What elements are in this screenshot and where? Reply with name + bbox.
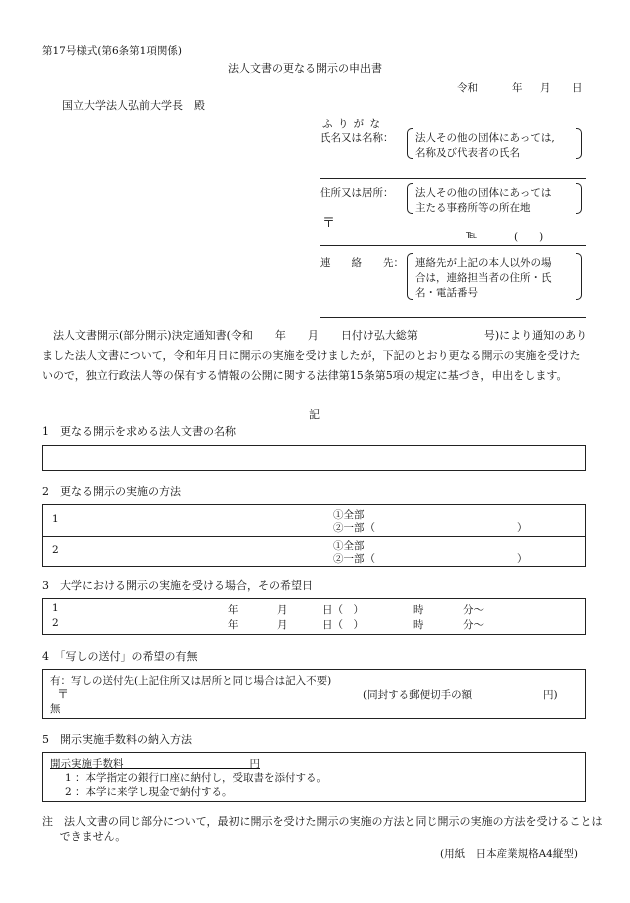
- section3-heading: 3 大学における開示の実施を受ける場合，その希望日: [42, 579, 313, 592]
- section4-stamp-note: (同封する郵便切手の額: [363, 689, 473, 701]
- section2-row1-close: ）: [517, 522, 528, 534]
- form-number: 第17号様式(第6条第1項関係): [42, 45, 182, 57]
- section4-box: [42, 669, 586, 719]
- name-bracket-right: [576, 128, 582, 159]
- name-note-1: 法人その他の団体にあっては,: [415, 132, 555, 144]
- section1-heading: 1 更なる開示を求める法人文書の名称: [42, 425, 236, 438]
- section3-row2-month: 月: [277, 619, 288, 631]
- date-reiwa: 令和: [457, 82, 478, 94]
- contact-bracket-right: [576, 253, 582, 300]
- address-label: 住所又は居所：: [320, 187, 394, 199]
- tel-paren: ( ): [514, 231, 544, 243]
- section3-row2-minute: 分～: [463, 619, 484, 631]
- postal-mark: 〒: [322, 216, 336, 231]
- section2-row2-opt-all[interactable]: ①全部: [333, 540, 365, 552]
- addressee: 国立大学法人弘前大学長 殿: [62, 99, 205, 112]
- section3-row1-day: 日（ ）: [322, 604, 364, 616]
- name-note-2: 名称及び代表者の氏名: [415, 147, 520, 159]
- furigana-label: ふ り が な: [322, 118, 382, 130]
- paper-size-note: (用紙 日本産業規格A4縦型): [440, 848, 578, 860]
- section5-method-2[interactable]: 2 ：本学に来学し現金で納付する。: [65, 786, 233, 798]
- date-year-label: 年: [512, 82, 523, 94]
- contact-bracket-left: [407, 253, 413, 300]
- section2-row1-opt-all[interactable]: ①全部: [333, 509, 365, 521]
- section3-row2-hour: 時: [413, 619, 424, 631]
- name-bracket-left: [407, 128, 413, 159]
- section3-row1-month: 月: [277, 604, 288, 616]
- request-paragraph: 法人文書開示(部分開示)決定通知書(令和 年 月 日付け弘大総第 号)により通知のありました法人文書について，令和年月日に開示の実施を受けましたが，下記のとおり更なる開示の実施を受けたいので，独立行政法人等の保有する情報の公開に関する法律第15条第5項の規定に基づき，申出をします。: [42, 329, 588, 382]
- date-month-label: 月: [540, 82, 551, 94]
- section1-document-name-field[interactable]: [42, 445, 586, 471]
- footer-note: 注 法人文書の同じ部分について，最初に開示を受けた開示の実施の方法と同じ開示の実施の方法を受けることはできません。: [42, 815, 603, 843]
- section3-row2-year: 年: [228, 619, 239, 631]
- section4-no-line[interactable]: 無: [50, 703, 61, 715]
- contact-field-line[interactable]: [320, 317, 586, 318]
- name-label: 氏名又は名称：: [320, 132, 394, 144]
- section3-row1-hour: 時: [413, 604, 424, 616]
- section2-row1-opt-part[interactable]: ②一部（: [333, 522, 375, 534]
- section3-row1-year: 年: [228, 604, 239, 616]
- section3-row1-minute: 分～: [463, 604, 484, 616]
- section2-table: [42, 504, 586, 567]
- section4-postal-mark: 〒: [57, 687, 70, 701]
- section3-row2-day: 日（ ）: [322, 619, 364, 631]
- section3-table: [42, 598, 586, 635]
- address-bracket-right: [576, 183, 582, 214]
- section4-yen: 円): [543, 689, 558, 701]
- section2-row-divider: [43, 536, 585, 537]
- section3-row1-num: 1: [52, 602, 59, 614]
- section3-row2-num: 2: [52, 617, 59, 629]
- name-field-line[interactable]: [320, 178, 586, 179]
- section4-heading: 4 「写しの送付」の希望の有無: [42, 650, 198, 663]
- section2-heading: 2 更なる開示の実施の方法: [42, 485, 181, 498]
- page-title: 法人文書の更なる開示の申出書: [228, 62, 382, 75]
- date-day-label: 日: [572, 82, 583, 94]
- contact-note-1: 連絡先が上記の本人以外の場: [415, 257, 552, 269]
- contact-note-3: 名・電話番号: [415, 287, 478, 299]
- address-field-line[interactable]: [320, 245, 586, 246]
- address-note-1: 法人その他の団体にあっては: [415, 187, 552, 199]
- contact-note-2: 合は，連絡担当者の住所・氏: [415, 272, 552, 284]
- address-note-2: 主たる事務所等の所在地: [415, 202, 531, 214]
- section2-row2-opt-part[interactable]: ②一部（: [333, 553, 375, 565]
- section2-row2-num: 2: [52, 544, 59, 556]
- section5-box: [42, 752, 586, 802]
- section2-row2-close: ）: [517, 553, 528, 565]
- address-bracket-left: [407, 183, 413, 214]
- ki-heading: 記: [309, 408, 320, 421]
- contact-label: 連 絡 先：: [320, 257, 404, 269]
- section4-yes-line[interactable]: 有：写しの送付先(上記住所又は居所と同じ場合は記入不要): [50, 675, 332, 687]
- section5-fee-label[interactable]: 開示実施手数料 円: [50, 758, 260, 770]
- tel-label: ℡: [466, 229, 478, 241]
- section2-row1-num: 1: [52, 513, 59, 525]
- section5-heading: 5 開示実施手数料の納入方法: [42, 733, 192, 746]
- section5-method-1[interactable]: 1 ：本学指定の銀行口座に納付し，受取書を添付する。: [65, 772, 328, 784]
